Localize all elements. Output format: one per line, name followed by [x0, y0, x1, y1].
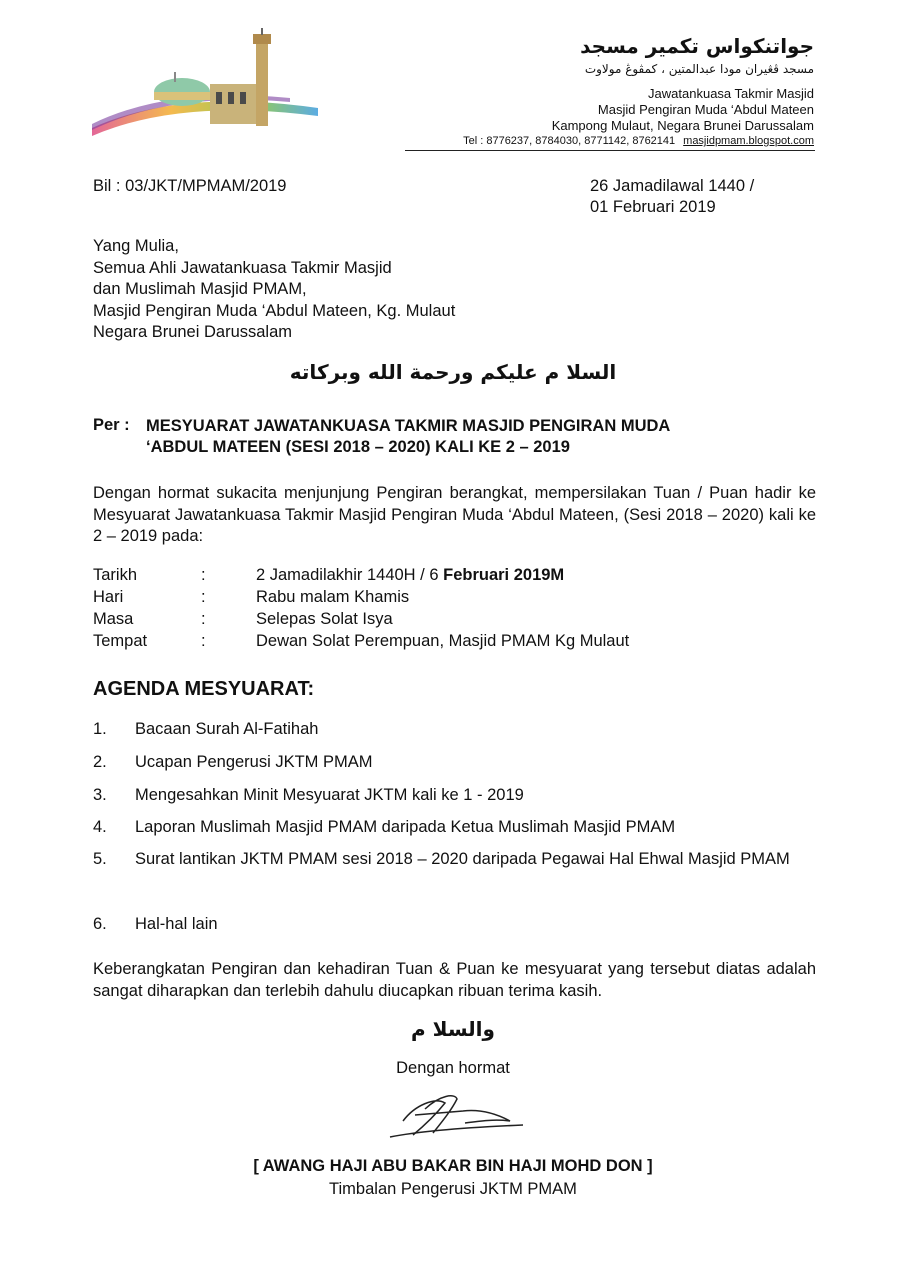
salam-greeting: السلا م عليكم ورحمة الله وبركاته — [289, 360, 617, 384]
agenda-text: Ucapan Pengerusi JKTM PMAM — [135, 753, 373, 771]
date-hijri: 26 Jamadilawal 1440 / — [590, 177, 755, 195]
header-divider — [405, 150, 815, 151]
detail-value: Selepas Solat Isya — [256, 610, 393, 628]
intro-paragraph: Dengan hormat sukacita menjunjung Pengiran berangkat, mempersilakan Tuan / Puan hadir ke Mesyuarat Jawatankuasa Takmir Masjid Pengiran Muda ‘Abdul Mateen, (Sesi 2018 – 2020) kali ke 2 – 2019 pada: — [93, 484, 816, 545]
header-jawi-title: جواتنکواس تکمير مسجد — [580, 34, 814, 58]
date-gregorian: 01 Februari 2019 — [590, 198, 716, 216]
agenda-number: 1. — [93, 720, 107, 738]
subject-label: Per : — [93, 416, 130, 434]
agenda-number: 2. — [93, 753, 107, 771]
address-line: Negara Brunei Darussalam — [93, 323, 293, 341]
subject-title-line: MESYUARAT JAWATANKUASA TAKMIR MASJID PENGIRAN MUDA — [146, 417, 671, 435]
mosque-logo-icon — [90, 28, 320, 140]
address-line: Masjid Pengiran Muda ‘Abdul Mateen, Kg. Mulaut — [93, 301, 456, 320]
detail-colon: : — [201, 566, 206, 584]
detail-colon: : — [201, 610, 206, 628]
header-blog-link[interactable]: masjidpmam.blogspot.com — [683, 135, 814, 147]
agenda-text: Mengesahkan Minit Mesyuarat JKTM kali ke 1 - 2019 — [135, 786, 524, 804]
detail-label: Masa — [93, 610, 134, 628]
header-mosque-name: Masjid Pengiran Muda ‘Abdul Mateen — [597, 102, 814, 117]
signer-title: Timbalan Pengerusi JKTM PMAM — [329, 1180, 577, 1198]
agenda-number: 5. — [93, 850, 107, 868]
agenda-title: AGENDA MESYUARAT: — [93, 678, 315, 700]
signature-icon — [385, 1085, 525, 1145]
detail-value — [256, 566, 564, 585]
wassalam: والسلا م — [411, 1017, 495, 1041]
header-contact — [463, 135, 814, 147]
header-org-name: Jawatankuasa Takmir Masjid — [648, 86, 814, 101]
agenda-number: 3. — [93, 786, 107, 804]
agenda-text: Hal-hal lain — [135, 915, 218, 933]
address-line: dan Muslimah Masjid PMAM, — [93, 280, 307, 298]
agenda-text: Surat lantikan JKTM PMAM sesi 2018 – 2020 daripada Pegawai Hal Ehwal Masjid PMAM — [135, 850, 790, 868]
header-tel: Tel : 8776237, 8784030, 8771142, 8762141 — [463, 135, 676, 147]
regards: Dengan hormat — [396, 1059, 510, 1077]
header-jawi-subtitle: مسجد ڤڠيران مودا عبدالمتين ، كمڤوڠ مولاوت — [584, 62, 814, 76]
detail-value: Dewan Solat Perempuan, Masjid PMAM Kg Mulaut — [256, 632, 630, 650]
detail-label: Hari — [93, 588, 124, 606]
agenda-number: 6. — [93, 915, 107, 933]
detail-colon: : — [201, 632, 206, 650]
signer-name: [ AWANG HAJI ABU BAKAR BIN HAJI MOHD DON ] — [253, 1157, 653, 1175]
agenda-text: Laporan Muslimah Masjid PMAM daripada Ketua Muslimah Masjid PMAM — [135, 818, 676, 836]
address-line: Semua Ahli Jawatankuasa Takmir Masjid — [93, 258, 392, 277]
recipient-address — [93, 236, 455, 344]
subject-title-line: ‘ABDUL MATEEN (SESI 2018 – 2020) KALI KE 2 – 2019 — [146, 438, 570, 456]
header-address: Kampong Mulaut, Negara Brunei Darussalam — [551, 118, 814, 133]
agenda-text: Bacaan Surah Al-Fatihah — [135, 720, 319, 738]
agenda-number: 4. — [93, 818, 107, 836]
detail-value: Rabu malam Khamis — [256, 588, 410, 606]
closing-paragraph: Keberangkatan Pengiran dan kehadiran Tuan & Puan ke mesyuarat yang tersebut diatas adalah sangat diharapkan dan terlebih dahulu diucapkan ribuan terima kasih. — [93, 960, 816, 1000]
detail-value-bold: Februari 2019M — [443, 566, 565, 584]
detail-colon: : — [201, 588, 206, 606]
detail-value-text: 2 Jamadilakhir 1440H / 6 — [256, 566, 444, 584]
subject-title — [146, 416, 786, 458]
detail-label: Tempat — [93, 632, 148, 650]
address-line: Yang Mulia, — [93, 237, 179, 255]
detail-label: Tarikh — [93, 566, 138, 584]
reference-number: Bil : 03/JKT/MPMAM/2019 — [93, 177, 287, 195]
